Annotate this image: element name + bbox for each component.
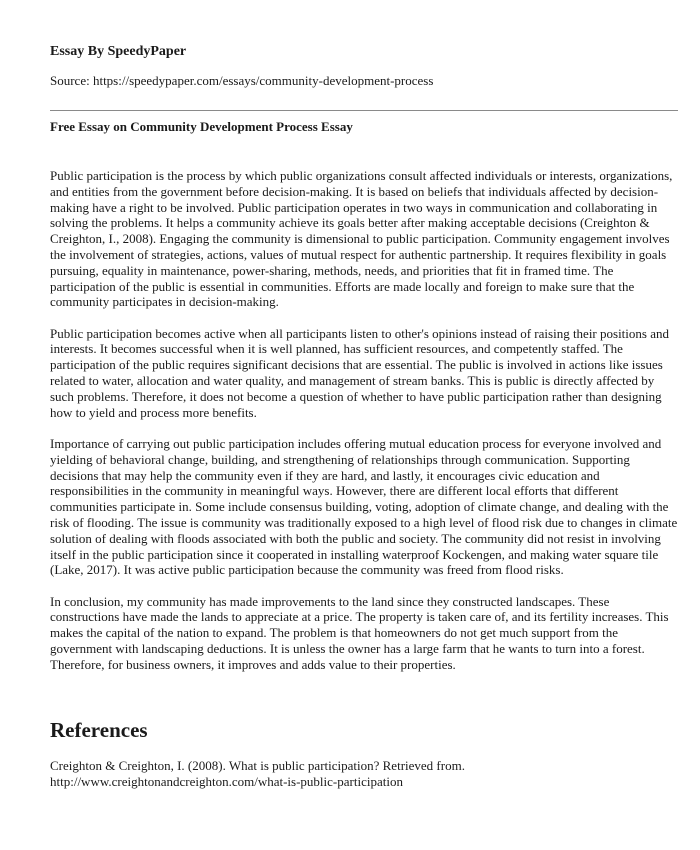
- essay-paragraph: Importance of carrying out public participation includes offering mutual education process for everyone involved and yielding of behavioral change, building, and strengthening of relationships through communication. Supporting decisions that may help the community even if they are hard, and lastly, it encourages civic education and responsibilities in the community in meaningful ways. However, there are different local efforts that different communities participate in. Some include consensus building, voting, adoption of climate change, and dealing with the risk of flooding. The issue is community was traditionally exposed to a high level of flood risk due to changes in climate solution of dealing with floods associated with both the public and society. The community did not resist in involving itself in the public participation since it cooperated in installing waterproof Kockengen, and making water square tile (Lake, 2017). It was active public participation because the community was freed from flood risks.: [50, 435, 678, 578]
- references-heading: References: [50, 718, 148, 742]
- essay-paragraph: In conclusion, my community has made improvements to the land since they constructed landscapes. These constructions have made the lands to appreciate at a price. The property is taken care of, and its fertility increases. This makes the capital of the nation to expand. The problem is that homeowners do not get much support from the government with landscaping deductions. It is unless the owner has a large farm that he wants to turn into a forest. Therefore, for business owners, it improves and adds value to their properties.: [50, 593, 669, 672]
- header-divider: [50, 110, 678, 111]
- reference-entry: Creighton & Creighton, I. (2008). What is public participation? Retrieved from. http://www.creightonandcreighton.com/what-is-public-participation: [50, 758, 465, 789]
- essay-paragraph: Public participation is the process by which public organizations consult affected individuals or interests, organizations, and entities from the government before decision-making. It is based on beliefs that individuals affected by decision-making have a right to be involved. Public participation operates in two ways in communication and collaborating in solving the problems. It helps a community achieve its goals better after making acceptable decisions (Creighton & Creighton, I., 2008). Engaging the community is dimensional to public participation. Community engagement involves the involvement of strategies, actions, values of mutual respect for authentic partnership. It requires flexibility in goals pursuing, equality in maintenance, power-sharing, methods, needs, and priorities that fit in framed time. The participation of the public is essential in communities. Efforts are made locally and foreign to make sure that the community participates in decision-making.: [50, 168, 673, 310]
- essay-title: Free Essay on Community Development Process Essay: [50, 119, 353, 134]
- site-title: Essay By SpeedyPaper: [50, 44, 187, 59]
- essay-body: [50, 168, 678, 688]
- source-line: Source: https://speedypaper.com/essays/community-development-process: [50, 73, 434, 88]
- essay-paragraph: Public participation becomes active when all participants listen to other's opinions instead of raising their positions and interests. It becomes successful when it is well planned, has sufficient resources, and competently staffed. The participation of the public requires significant decisions that are essential. The public is involved in actions like issues related to water, allocation and water quality, and management of stream banks. This is public is directly affected by such problems. Therefore, it does not become a question of whether to have public participation rather than designing how to yield and process more benefits.: [50, 325, 669, 420]
